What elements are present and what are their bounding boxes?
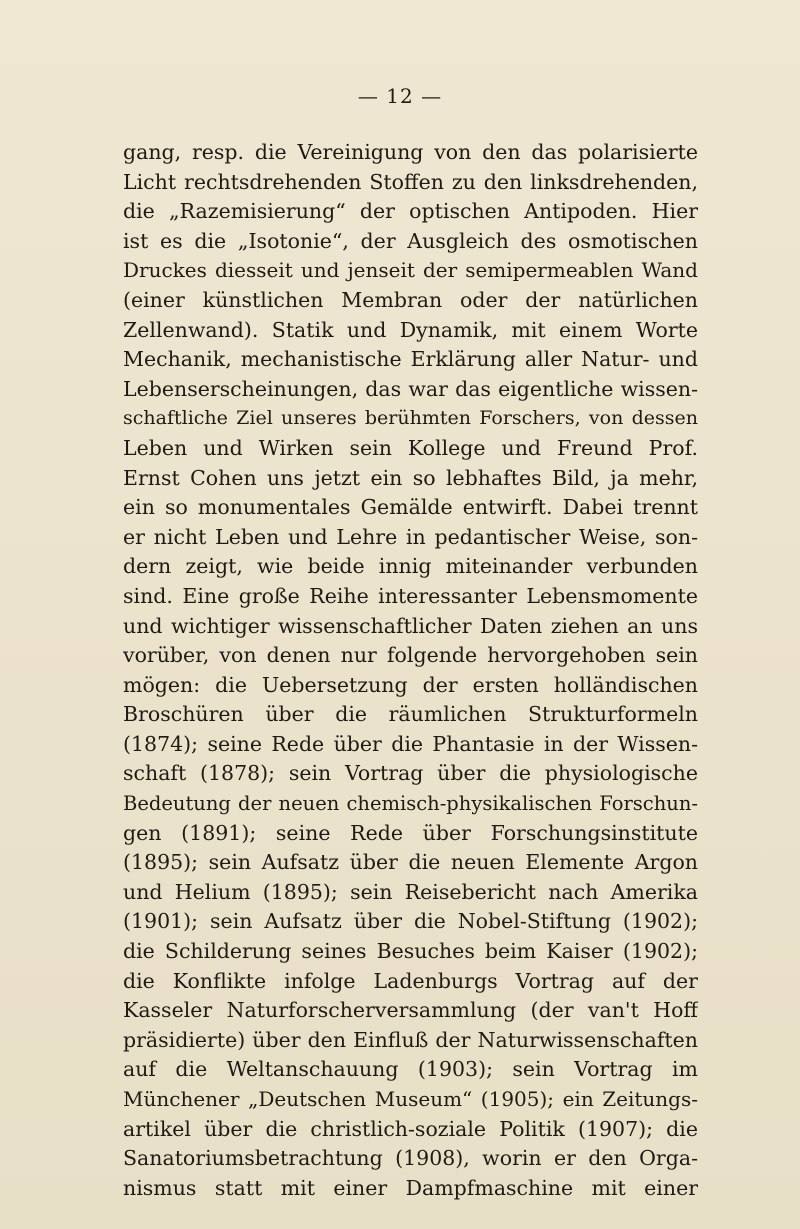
- text-line: Bedeutung der neuen chemisch-physikalischen Forschun-: [123, 792, 698, 816]
- text-line: auf die Weltanschauung (1903); sein Vortrag im: [123, 1057, 698, 1082]
- text-line: Kasseler Naturforscherversammlung (der van't Hoff: [123, 998, 698, 1023]
- text-line: mögen: die Uebersetzung der ersten holländischen: [123, 672, 698, 697]
- text-line: Mechanik, mechanistische Erklärung aller Natur- und: [123, 347, 698, 372]
- text-line: er nicht Leben und Lehre in pedantischer Weise, son-: [123, 524, 698, 549]
- text-line: gang, resp. die Vereinigung von den das polarisierte: [123, 140, 698, 164]
- text-line: Lebenserscheinungen, das war das eigentliche wissen-: [123, 376, 698, 401]
- page-number: — 12 —: [357, 84, 443, 108]
- text-line: (1874); seine Rede über die Phantasie in der Wissen-: [123, 731, 698, 756]
- text-line: ist es die „Isotonie“, der Ausgleich des osmotischen: [123, 228, 698, 253]
- text-line: dern zeigt, wie beide innig miteinander verbunden: [123, 554, 698, 579]
- text-line: Ernst Cohen uns jetzt ein so lebhaftes Bild, ja mehr,: [123, 465, 698, 490]
- text-line: (einer künstlichen Membran oder der natürlichen: [123, 287, 698, 312]
- text-line: Sanatoriumsbetrachtung (1908), worin er den Orga-: [123, 1146, 698, 1171]
- text-line: sind. Eine große Reihe interessanter Lebensmomente: [123, 583, 698, 608]
- text-line: ein so monumentales Gemälde entwirft. Dabei trennt: [123, 495, 698, 520]
- text-line: die Konflikte infolge Ladenburgs Vortrag auf der: [123, 968, 698, 993]
- text-line: Licht rechtsdrehenden Stoffen zu den linksdrehenden,: [123, 169, 698, 194]
- text-line: vorüber, von denen nur folgende hervorgehoben sein: [123, 643, 698, 668]
- text-line: schaft (1878); sein Vortrag über die physiologische: [123, 761, 698, 786]
- text-line: und wichtiger wissenschaftlicher Daten ziehen an uns: [123, 613, 698, 638]
- text-line: Zellenwand). Statik und Dynamik, mit einem Worte: [123, 317, 698, 342]
- text-line: artikel über die christlich-soziale Politik (1907); die: [123, 1116, 698, 1141]
- text-line: schaftliche Ziel unseres berühmten Forschers, von dessen: [123, 407, 698, 430]
- text-line: (1901); sein Aufsatz über die Nobel-Stiftung (1902);: [123, 909, 698, 934]
- text-line: Leben und Wirken sein Kollege und Freund Prof.: [123, 435, 698, 460]
- text-line: (1895); sein Aufsatz über die neuen Elemente Argon: [123, 850, 698, 875]
- text-line: gen (1891); seine Rede über Forschungsinstitute: [123, 820, 698, 845]
- text-line: und Helium (1895); sein Reisebericht nach Amerika: [123, 879, 698, 904]
- text-line: die „Razemisierung“ der optischen Antipoden. Hier: [123, 199, 698, 224]
- text-line: die Schilderung seines Besuches beim Kaiser (1902);: [123, 939, 698, 964]
- body-text: [123, 138, 698, 1203]
- text-line: präsidierte) über den Einfluß der Naturwissenschaften: [123, 1027, 698, 1052]
- text-line: Druckes diesseit und jenseit der semipermeablen Wand: [123, 258, 698, 283]
- text-line: nismus statt mit einer Dampfmaschine mit einer: [123, 1175, 698, 1200]
- text-line: Broschüren über die räumlichen Strukturformeln: [123, 702, 698, 727]
- text-line: Münchener „Deutschen Museum“ (1905); ein Zeitungs-: [123, 1087, 698, 1111]
